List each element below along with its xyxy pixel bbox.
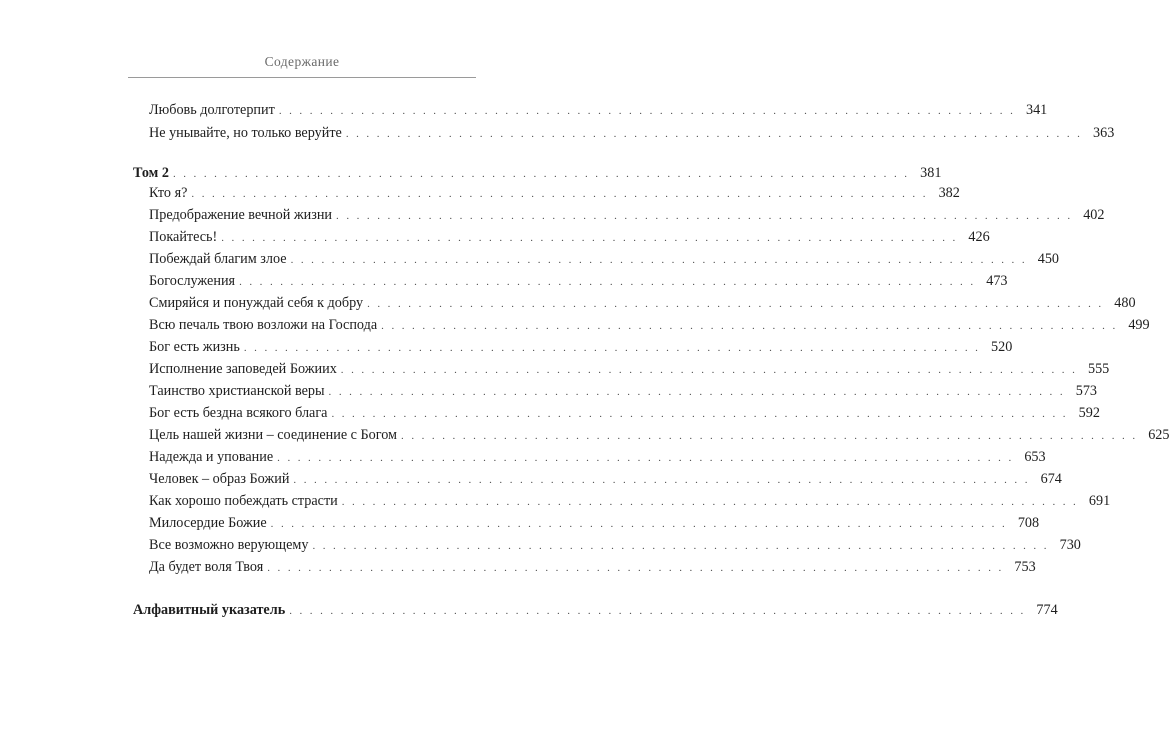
toc-dot-leader: . . . . . . . . . . . . . . . . . . . . . . . . . . . . . . . . . . . . . . . . . . . . . . . . . . . . . . . . . . . . . . . . . . . . . . . . <box>277 452 1014 464</box>
toc-entry[interactable] <box>149 294 1136 313</box>
toc-dot-leader: . . . . . . . . . . . . . . . . . . . . . . . . . . . . . . . . . . . . . . . . . . . . . . . . . . . . . . . . . . . . . . . . . . . . . . . . <box>381 320 1118 332</box>
toc-entry[interactable] <box>149 426 1169 445</box>
toc-volume-entry[interactable] <box>133 164 942 183</box>
toc-entry-page: 426 <box>968 229 990 245</box>
toc-entry-title: Предображение вечной жизни <box>149 207 333 223</box>
toc-entry-page: 382 <box>938 185 960 201</box>
toc-entry-page: 708 <box>1017 515 1040 531</box>
toc-dot-leader: . . . . . . . . . . . . . . . . . . . . . . . . . . . . . . . . . . . . . . . . . . . . . . . . . . . . . . . . . . . . . . . . . . . . . . . . <box>270 518 1008 530</box>
toc-entry-title: Да будет воля Твоя <box>149 559 264 575</box>
toc-entry-page: 730 <box>1059 537 1081 553</box>
toc-dot-leader: . . . . . . . . . . . . . . . . . . . . . . . . . . . . . . . . . . . . . . . . . . . . . . . . . . . . . . . . . . . . . . . . . . . . . . . . <box>340 364 1078 376</box>
toc-dot-leader: . . . . . . . . . . . . . . . . . . . . . . . . . . . . . . . . . . . . . . . . . . . . . . . . . . . . . . . . . . . . . . . . . . . . . . . . <box>401 430 1138 442</box>
toc-entry-page: 499 <box>1128 317 1150 333</box>
toc-dot-leader: . . . . . . . . . . . . . . . . . . . . . . . . . . . . . . . . . . . . . . . . . . . . . . . . . . . . . . . . . . . . . . . . . . . . . . . . <box>345 128 1083 140</box>
toc-entry[interactable] <box>149 338 1013 357</box>
toc-entry-title: Бог есть бездна всякого блага <box>149 405 328 421</box>
toc-dot-leader: . . . . . . . . . . . . . . . . . . . . . . . . . . . . . . . . . . . . . . . . . . . . . . . . . . . . . . . . . . . . . . . . . . . . . . . . <box>172 168 910 180</box>
toc-dot-leader: . . . . . . . . . . . . . . . . . . . . . . . . . . . . . . . . . . . . . . . . . . . . . . . . . . . . . . . . . . . . . . . . . . . . . . . . <box>336 210 1073 222</box>
toc-dot-leader: . . . . . . . . . . . . . . . . . . . . . . . . . . . . . . . . . . . . . . . . . . . . . . . . . . . . . . . . . . . . . . . . . . . . . . . . <box>191 188 928 200</box>
toc-entry-title: Исполнение заповедей Божиих <box>149 361 337 377</box>
toc-dot-leader: . . . . . . . . . . . . . . . . . . . . . . . . . . . . . . . . . . . . . . . . . . . . . . . . . . . . . . . . . . . . . . . . . . . . . . . . <box>328 386 1065 398</box>
toc-dot-leader: . . . . . . . . . . . . . . . . . . . . . . . . . . . . . . . . . . . . . . . . . . . . . . . . . . . . . . . . . . . . . . . . . . . . . . . . <box>243 342 981 354</box>
toc-entry-title: Побеждай благим злое <box>149 251 287 267</box>
toc-entry[interactable] <box>149 514 1040 533</box>
toc-volume-page: 381 <box>920 165 942 181</box>
toc-dot-leader: . . . . . . . . . . . . . . . . . . . . . . . . . . . . . . . . . . . . . . . . . . . . . . . . . . . . . . . . . . . . . . . . . . . . . . . . <box>290 254 1028 266</box>
toc-entry[interactable] <box>149 404 1100 423</box>
toc-entry-title: Цель нашей жизни – соединение с Богом <box>149 427 398 443</box>
toc-entry-page: 555 <box>1087 361 1110 377</box>
toc-dot-leader: . . . . . . . . . . . . . . . . . . . . . . . . . . . . . . . . . . . . . . . . . . . . . . . . . . . . . . . . . . . . . . . . . . . . . . . . <box>239 276 976 288</box>
toc-entry[interactable] <box>149 124 1115 143</box>
toc-entry-title: Смиряйся и понуждай себя к добру <box>149 295 364 311</box>
toc-entry[interactable] <box>149 536 1081 555</box>
toc-dot-leader: . . . . . . . . . . . . . . . . . . . . . . . . . . . . . . . . . . . . . . . . . . . . . . . . . . . . . . . . . . . . . . . . . . . . . . . . <box>278 105 1016 117</box>
toc-entry-title: Богослужения <box>149 273 236 289</box>
toc-entry-page: 592 <box>1078 405 1100 421</box>
toc-entry-title: Кто я? <box>149 185 188 201</box>
toc-index-page: 774 <box>1036 602 1058 618</box>
toc-entry-page: 473 <box>986 273 1008 289</box>
toc-entry-page: 653 <box>1024 449 1046 465</box>
toc-dot-leader: . . . . . . . . . . . . . . . . . . . . . . . . . . . . . . . . . . . . . . . . . . . . . . . . . . . . . . . . . . . . . . . . . . . . . . . . <box>293 474 1030 486</box>
toc-dot-leader: . . . . . . . . . . . . . . . . . . . . . . . . . . . . . . . . . . . . . . . . . . . . . . . . . . . . . . . . . . . . . . . . . . . . . . . . <box>367 298 1104 310</box>
toc-entry-title: Не унывайте, но только веруйте <box>149 125 342 141</box>
toc-entry-page: 450 <box>1037 251 1060 267</box>
toc-entry-title: Покайтесь! <box>149 229 218 245</box>
toc-index-title: Алфавитный указатель <box>133 602 286 618</box>
toc-entry-page: 480 <box>1114 295 1136 311</box>
toc-entry-page: 402 <box>1083 207 1105 223</box>
toc-entry-page: 573 <box>1075 383 1097 399</box>
toc-dot-leader: . . . . . . . . . . . . . . . . . . . . . . . . . . . . . . . . . . . . . . . . . . . . . . . . . . . . . . . . . . . . . . . . . . . . . . . . <box>289 605 1026 617</box>
toc-entry-title: Все возможно верующему <box>149 537 309 553</box>
toc-entry[interactable] <box>149 492 1111 511</box>
toc-entry[interactable] <box>149 250 1060 269</box>
toc-entry[interactable] <box>149 558 1036 577</box>
toc-entry[interactable] <box>149 470 1062 489</box>
toc-dot-leader: . . . . . . . . . . . . . . . . . . . . . . . . . . . . . . . . . . . . . . . . . . . . . . . . . . . . . . . . . . . . . . . . . . . . . . . . <box>312 540 1049 552</box>
toc-entry-page: 625 <box>1148 427 1169 443</box>
toc-entry[interactable] <box>149 206 1105 225</box>
toc-entry[interactable] <box>149 101 1048 120</box>
toc-entry[interactable] <box>149 228 990 247</box>
toc-entry[interactable] <box>149 184 960 203</box>
toc-entry-page: 674 <box>1040 471 1062 487</box>
toc-entry-page: 753 <box>1014 559 1036 575</box>
toc-entry-page: 520 <box>991 339 1013 355</box>
toc-entry[interactable] <box>149 272 1008 291</box>
page-header: Содержание <box>264 54 340 69</box>
toc-entry-title: Человек – образ Божий <box>149 471 290 487</box>
toc-dot-leader: . . . . . . . . . . . . . . . . . . . . . . . . . . . . . . . . . . . . . . . . . . . . . . . . . . . . . . . . . . . . . . . . . . . . . . . . <box>267 562 1004 574</box>
toc-entry-title: Надежда и упование <box>149 449 274 465</box>
toc-entry-title: Бог есть жизнь <box>149 339 240 355</box>
toc-index-entry[interactable] <box>133 601 1058 620</box>
toc-entry-title: Всю печаль твою возложи на Господа <box>149 317 378 333</box>
toc-entry-title: Как хорошо побеждать страсти <box>149 493 338 509</box>
toc-entry-page: 363 <box>1093 125 1115 141</box>
toc-entry-title: Милосердие Божие <box>149 515 267 531</box>
toc-entry[interactable] <box>149 360 1110 379</box>
toc-dot-leader: . . . . . . . . . . . . . . . . . . . . . . . . . . . . . . . . . . . . . . . . . . . . . . . . . . . . . . . . . . . . . . . . . . . . . . . . <box>331 408 1068 420</box>
toc-entry[interactable] <box>149 382 1097 401</box>
toc-entry-title: Таинство христианской веры <box>149 383 325 399</box>
toc-dot-leader: . . . . . . . . . . . . . . . . . . . . . . . . . . . . . . . . . . . . . . . . . . . . . . . . . . . . . . . . . . . . . . . . . . . . . . . . <box>341 496 1079 508</box>
toc-entry[interactable] <box>149 316 1150 335</box>
toc-dot-leader: . . . . . . . . . . . . . . . . . . . . . . . . . . . . . . . . . . . . . . . . . . . . . . . . . . . . . . . . . . . . . . . . . . . . . . . . <box>221 232 958 244</box>
toc-entry-page: 691 <box>1088 493 1111 509</box>
toc-entry[interactable] <box>149 448 1046 467</box>
toc-entry-page: 341 <box>1025 102 1048 118</box>
toc-entry-title: Любовь долготерпит <box>149 102 275 118</box>
toc-volume-title: Том 2 <box>133 165 169 181</box>
